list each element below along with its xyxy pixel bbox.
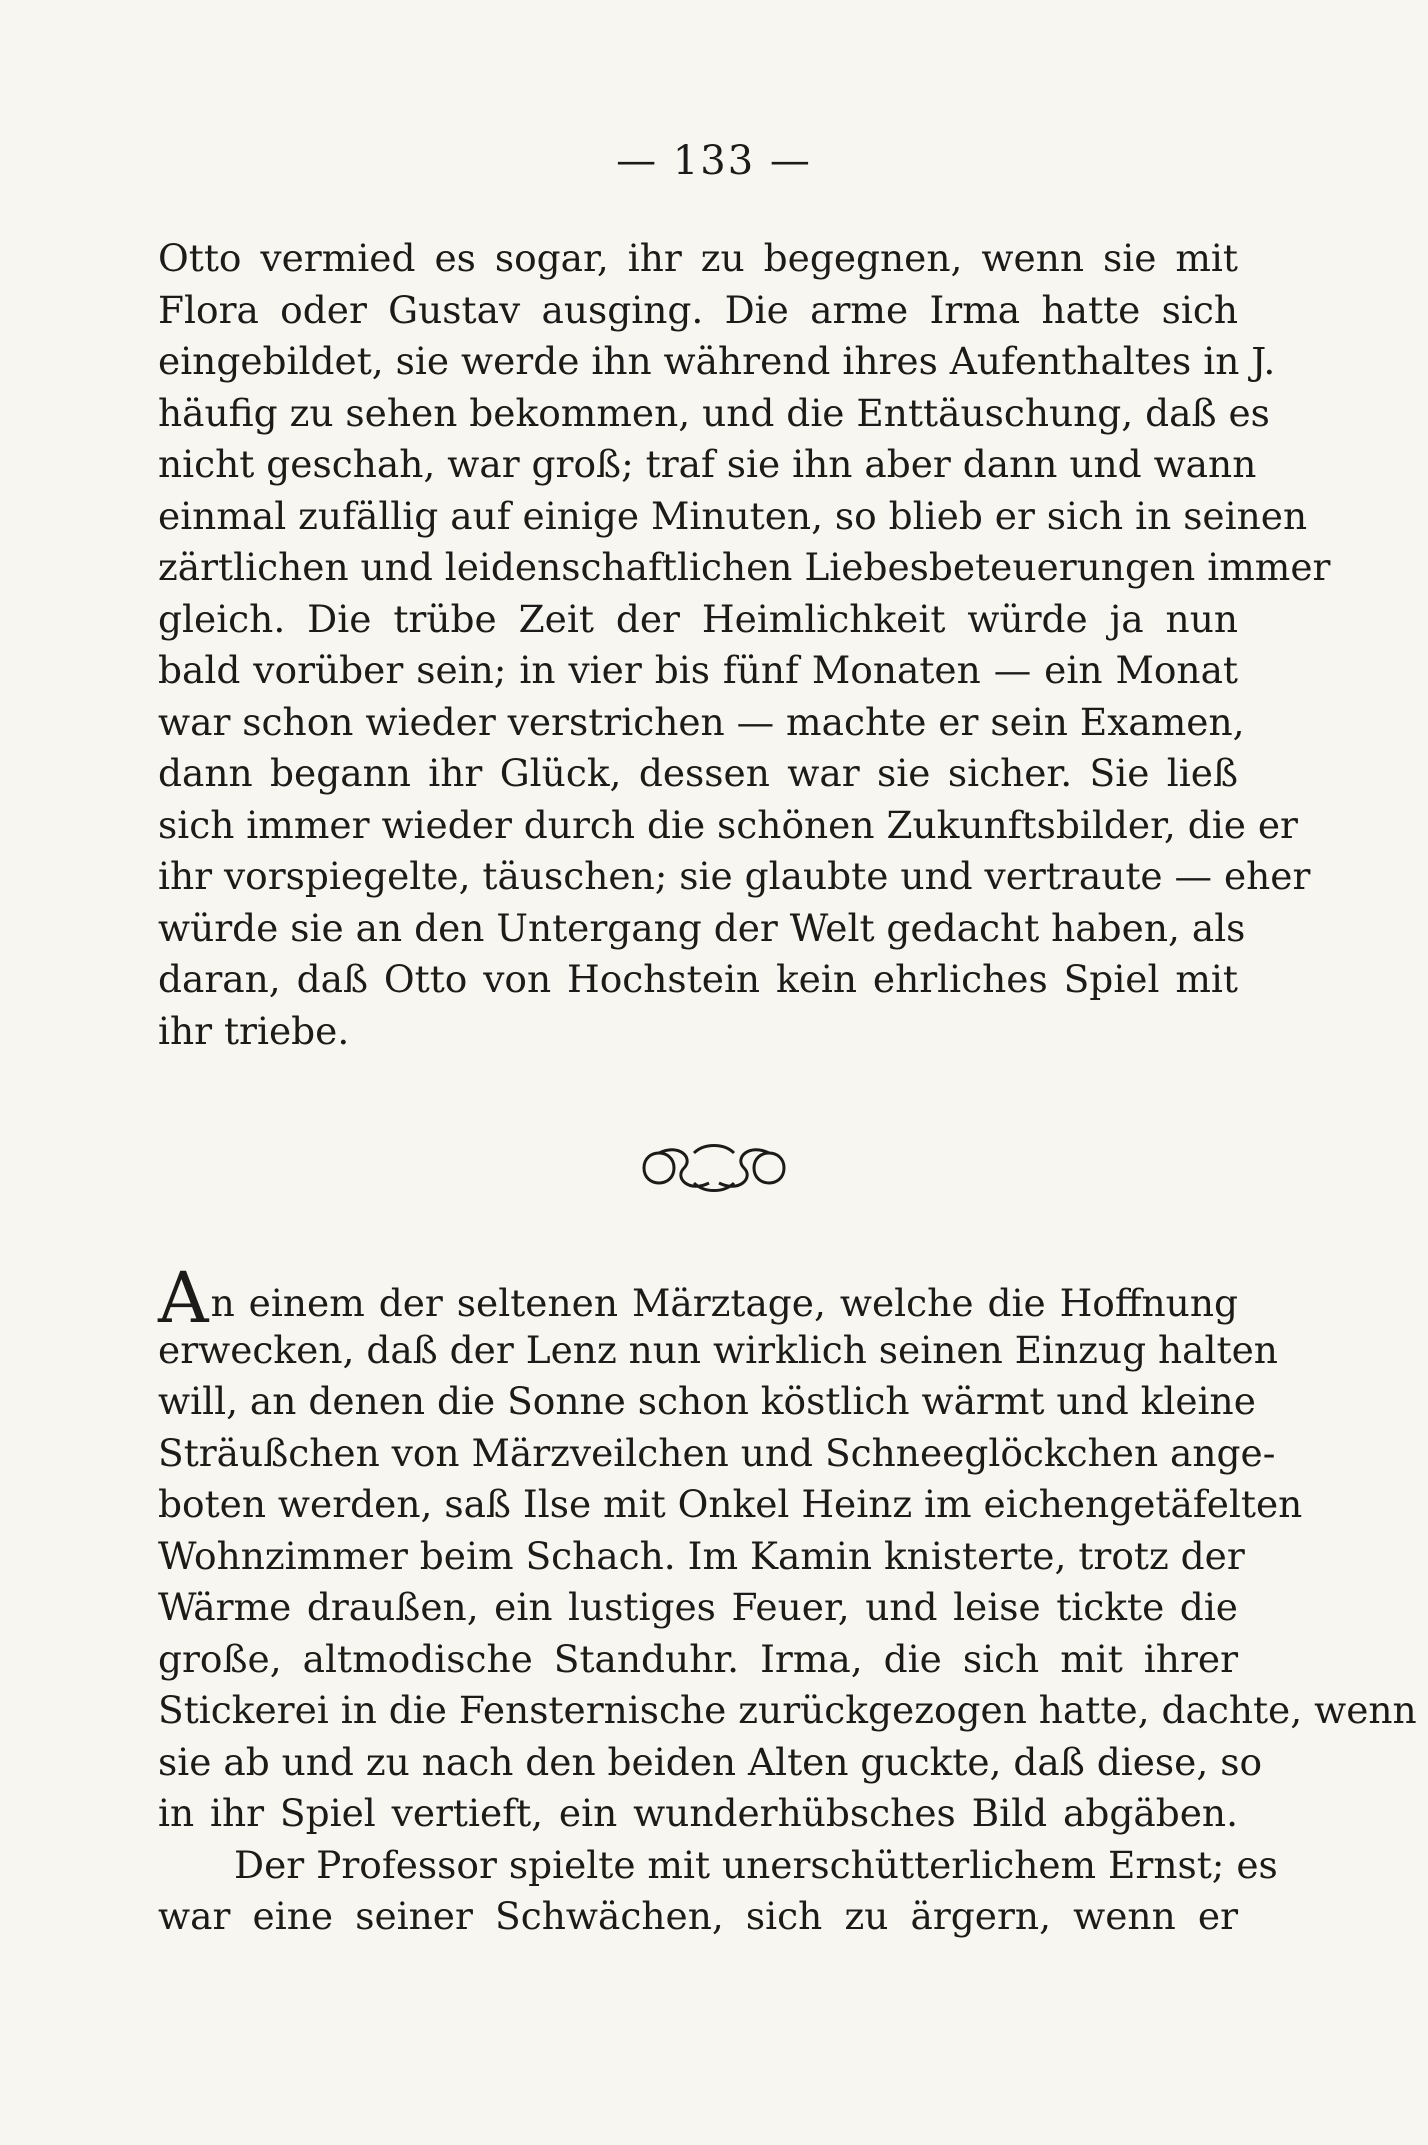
text-line: Wärme draußen, ein lustiges Feuer, und leise tickte die — [158, 1585, 1238, 1629]
text-line: Der Professor spielte mit unerschütterlichem Ernst; es — [234, 1842, 1278, 1887]
page-number: — 133 — — [616, 138, 812, 184]
drop-initial: A — [158, 1257, 209, 1339]
paragraph-1 — [158, 233, 1331, 1057]
text-line: ihr triebe. — [158, 1008, 350, 1053]
text-line: einmal zufällig auf einige Minuten, so blieb er sich in seinen — [158, 493, 1308, 538]
text-line: in ihr Spiel vertieft, ein wunderhübsches Bild abgäben. — [158, 1791, 1238, 1835]
text-line: boten werden, saß Ilse mit Onkel Heinz im eichengetäfelten — [158, 1482, 1303, 1526]
text-line: daran, daß Otto von Hochstein kein ehrliches Spiel mit — [158, 957, 1238, 1001]
text-line: gleich. Die trübe Zeit der Heimlichkeit würde ja nun — [158, 596, 1238, 641]
text-line: große, altmodische Standuhr. Irma, die sich mit ihrer — [158, 1636, 1238, 1681]
text-line: eingebildet, sie werde ihn während ihres Aufenthaltes in J. — [158, 339, 1276, 383]
text-line: häufig zu sehen bekommen, und die Enttäuschung, daß es — [158, 390, 1270, 435]
text-line: zärtlichen und leidenschaftlichen Liebesbeteuerungen immer — [158, 545, 1331, 589]
text-line: Sträußchen von Märzveilchen und Schneeglöckchen ange- — [158, 1430, 1276, 1475]
text-line: will, an denen die Sonne schon köstlich wärmt und kleine — [158, 1379, 1256, 1423]
text-line: war eine seiner Schwächen, sich zu ärgern, wenn er — [158, 1894, 1238, 1938]
text-line: sich immer wieder durch die schönen Zukunftsbilder, die er — [158, 802, 1298, 847]
text-line: nicht geschah, war groß; traf sie ihn aber dann und wann — [158, 442, 1257, 486]
text-line: bald vorüber sein; in vier bis fünf Monaten — ein Monat — [158, 648, 1238, 692]
text-line: Flora oder Gustav ausging. Die arme Irma hatte sich — [158, 287, 1238, 332]
text-line-with-initial — [158, 1257, 1238, 1339]
text-line: Otto vermied es sogar, ihr zu begegnen, wenn sie mit — [158, 236, 1238, 280]
text-line: war schon wieder verstrichen — machte er sein Examen, — [158, 699, 1245, 744]
paragraph-2 — [158, 1257, 1417, 1943]
text-fragment: n einem der seltenen Märztage, welche die Hoffnung — [210, 1281, 1238, 1325]
text-line: erwecken, daß der Lenz nun wirklich seinen Einzug halten — [158, 1327, 1278, 1372]
text-line: würde sie an den Untergang der Welt gedacht haben, als — [158, 905, 1246, 950]
text-line: Stickerei in die Fensternische zurückgezogen hatte, dachte, wenn — [158, 1688, 1417, 1732]
text-line: Wohnzimmer beim Schach. Im Kamin knisterte, trotz der — [158, 1533, 1245, 1578]
text-line: sie ab und zu nach den beiden Alten guckte, daß diese, so — [158, 1739, 1263, 1784]
text-line: dann begann ihr Glück, dessen war sie sicher. Sie ließ — [158, 751, 1238, 795]
text-line: ihr vorspiegelte, täuschen; sie glaubte und vertraute — eher — [158, 854, 1311, 898]
ornament-divider — [634, 1138, 794, 1198]
